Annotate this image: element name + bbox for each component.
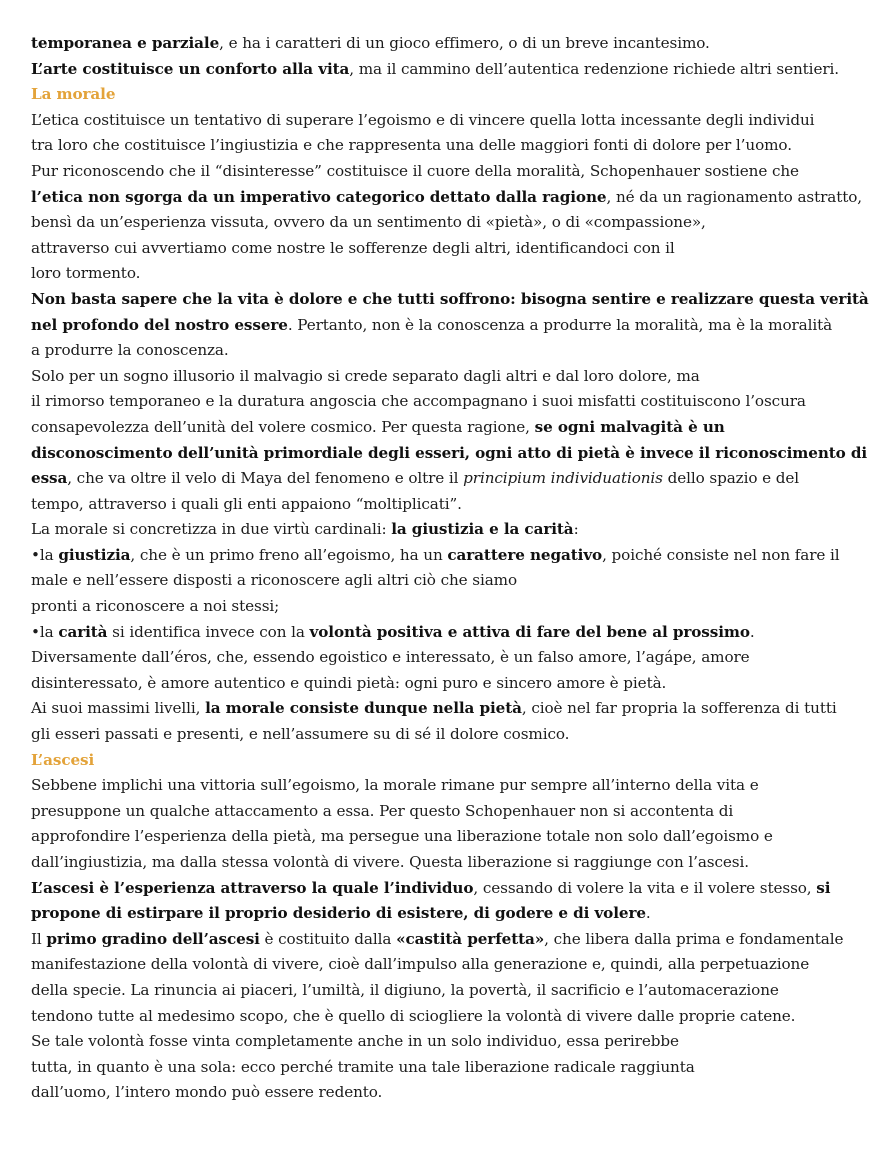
text-segment: tra loro che costituisce l’ingiustizia e che rappresenta una delle maggiori fonti di dolore per l’uomo.	[31, 136, 792, 155]
text-segment: a produrre la conoscenza.	[31, 341, 229, 360]
text-line	[31, 543, 840, 569]
bold-text: giustizia	[58, 545, 131, 564]
text-segment: Se tale volontà fosse vinta completamente anche in un solo individuo, essa perirebbe	[31, 1032, 679, 1051]
text-segment: , cessando di volere la vita e il volere stesso,	[473, 878, 817, 897]
text-segment: dall’ingiustizia, ma dalla stessa volontà di vivere. Questa liberazione si raggiunge con l’ascesi.	[31, 853, 749, 871]
text-segment: .	[645, 904, 651, 923]
text-segment: L’etica costituisce un tentativo di superare l’egoismo e di vincere quella lotta incessante degli individui	[31, 110, 815, 129]
text-line	[31, 261, 806, 287]
text-segment: Il	[31, 929, 47, 948]
text-line	[31, 185, 862, 211]
text-line	[31, 1004, 806, 1030]
text-segment: , che è un primo freno all’egoismo, ha un	[130, 545, 448, 564]
bold-text: la giustizia e la carità	[391, 520, 574, 539]
text-line	[31, 952, 810, 978]
bold-text: se ogni malvagità è un	[534, 417, 725, 436]
text-segment: , né da un ragionamento astratto,	[606, 187, 862, 206]
text-segment: è costituito dalla	[259, 929, 397, 948]
text-segment: della specie. La rinuncia ai piaceri, l’umiltà, il digiuno, la povertà, il sacrificio e l’automacerazione	[31, 980, 779, 999]
bold-text: volontà positiva e attiva di fare del bene al prossimo	[309, 622, 750, 641]
text-segment: tempo, attraverso i quali gli enti appaiono “moltiplicati”.	[31, 494, 462, 513]
text-segment: consapevolezza dell’unità del volere cosmico. Per questa ragione,	[31, 417, 535, 436]
bold-text: L’arte costituisce un conforto alla vita	[31, 59, 350, 78]
text-line	[31, 696, 837, 722]
heading-text: L’ascesi	[31, 750, 95, 769]
bold-text: «castità perfetta»	[396, 929, 545, 948]
text-segment: Ai suoi massimi livelli,	[31, 699, 206, 718]
text-line	[31, 850, 806, 876]
text-segment: approfondire l’esperienza della pietà, ma persegue una liberazione totale non solo dall’egoismo e	[31, 827, 773, 846]
heading-text: La morale	[31, 85, 116, 104]
text-segment: •la	[31, 545, 59, 564]
text-segment: attraverso cui avvertiamo come nostre le sofferenze degli altri, identificandoci con il	[31, 238, 675, 257]
text-line	[31, 415, 806, 441]
bold-text: Non basta sapere che la vita è dolore e che tutti soffrono: bisogna sentire e realizzare questa verità	[31, 289, 869, 308]
text-line	[31, 287, 869, 313]
text-segment: presuppone un qualche attaccamento a essa. Per questo Schopenhauer non si accontenta di	[31, 801, 734, 820]
text-segment: Diversamente dall’éros, che, essendo egoistico e interessato, è un falso amore, l’agápe, amore	[31, 648, 750, 667]
text-line	[31, 568, 806, 594]
text-segment: pronti a riconoscere a noi stessi;	[31, 597, 280, 616]
text-line	[31, 31, 806, 57]
text-segment: , cioè nel far propria la sofferenza di tutti	[521, 699, 837, 718]
text-line	[31, 492, 806, 518]
text-line	[31, 517, 806, 543]
text-line	[31, 364, 806, 390]
text-segment: •la	[31, 622, 59, 641]
text-line	[31, 620, 806, 646]
text-line	[31, 108, 815, 134]
section-heading	[31, 748, 806, 774]
text-line	[31, 1080, 806, 1106]
text-line	[31, 594, 806, 620]
bold-text: nel profondo del nostro essere	[31, 315, 288, 334]
text-line	[31, 313, 833, 339]
text-line	[31, 57, 839, 83]
text-segment: , che va oltre il velo di Maya del fenomeno e oltre il	[67, 469, 464, 488]
bold-text: L’ascesi è l’esperienza attraverso la quale l’individuo	[31, 878, 474, 897]
text-line	[31, 210, 806, 236]
text-line	[31, 441, 868, 467]
text-line	[31, 466, 806, 492]
text-segment: manifestazione della volontà di vivere, cioè dall’impulso alla generazione e, quindi, alla perpetuazione	[31, 955, 810, 974]
text-segment: dall’uomo, l’intero mondo può essere redento.	[31, 1083, 383, 1102]
text-segment: La morale si concretizza in due virtù cardinali:	[31, 520, 392, 539]
text-segment: , e ha i caratteri di un gioco effimero, o di un breve incantesimo.	[219, 34, 710, 52]
text-segment: si identifica invece con la	[107, 622, 310, 641]
text-segment: il rimorso temporaneo e la duratura angoscia che accompagnano i suoi misfatti costituiscono l’oscura	[31, 392, 806, 411]
bold-text: carità	[58, 622, 108, 641]
text-line	[31, 338, 806, 364]
text-segment: Pur riconoscendo che il “disinteresse” costituisce il cuore della moralità, Schopenhauer sostiene che	[31, 161, 799, 180]
text-line	[31, 978, 806, 1004]
text-segment: . Pertanto, non è la conoscenza a produrre la moralità, ma è la moralità	[287, 315, 833, 334]
text-segment: Solo per un sogno illusorio il malvagio si crede separato dagli altri e dal loro dolore, ma	[31, 366, 700, 385]
text-segment: loro tormento.	[31, 264, 141, 283]
italic-text: principium individuationis	[463, 469, 663, 488]
bold-text: disconoscimento dell’unità primordiale degli esseri, ogni atto di pietà è invece il riconoscimento di	[31, 443, 868, 462]
text-segment: tendono tutte al medesimo scopo, che è quello di sciogliere la volontà di vivere dalle proprie catene.	[31, 1006, 796, 1025]
text-segment: Sebbene implichi una vittoria sull’egoismo, la morale rimane pur sempre all’interno della vita e	[31, 776, 759, 795]
bold-text: la morale consiste dunque nella pietà	[205, 699, 522, 718]
text-segment: male e nell’essere disposti a riconoscere agli altri ciò che siamo	[31, 571, 518, 590]
text-segment: , poiché consiste nel non fare il	[602, 545, 840, 564]
document-body	[31, 31, 869, 1106]
text-line	[31, 133, 806, 159]
text-segment: .	[749, 622, 755, 641]
bold-text: primo gradino dell’ascesi	[46, 929, 260, 948]
text-segment: :	[573, 520, 579, 539]
text-line	[31, 927, 844, 953]
bold-text: carattere negativo	[447, 545, 603, 564]
bold-text: si	[816, 878, 831, 897]
text-line	[31, 1029, 806, 1055]
text-segment: , che libera dalla prima e fondamentale	[544, 929, 844, 948]
text-line	[31, 236, 806, 262]
text-line	[31, 671, 806, 697]
text-line	[31, 773, 806, 799]
text-line	[31, 876, 831, 902]
text-line	[31, 645, 806, 671]
text-line	[31, 389, 806, 415]
text-segment: disinteressato, è amore autentico e quindi pietà: ogni puro e sincero amore è pietà.	[31, 673, 667, 692]
document-page	[31, 31, 869, 1106]
text-line	[31, 824, 806, 850]
text-line	[31, 159, 806, 185]
text-line	[31, 901, 806, 927]
text-segment: , ma il cammino dell’autentica redenzione richiede altri sentieri.	[349, 59, 839, 78]
text-segment: dello spazio e del	[662, 469, 799, 488]
text-line	[31, 1055, 806, 1081]
bold-text: essa	[31, 469, 68, 488]
text-line	[31, 799, 806, 825]
bold-text: propone di estirpare il proprio desiderio di esistere, di godere e di volere	[31, 904, 646, 923]
text-segment: tutta, in quanto è una sola: ecco perché tramite una tale liberazione radicale raggiunta	[31, 1057, 695, 1076]
bold-text: temporanea e parziale	[31, 34, 220, 52]
text-line	[31, 722, 806, 748]
section-heading	[31, 82, 806, 108]
text-segment: gli esseri passati e presenti, e nell’assumere su di sé il dolore cosmico.	[31, 725, 570, 744]
bold-text: l’etica non sgorga da un imperativo categorico dettato dalla ragione	[31, 187, 607, 206]
text-segment: bensì da un’esperienza vissuta, ovvero da un sentimento di «pietà», o di «compassione»,	[31, 213, 706, 232]
